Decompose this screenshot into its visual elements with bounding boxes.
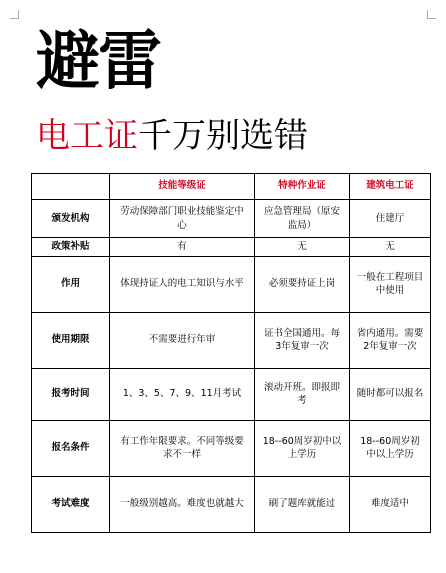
row-label: 报考时间 bbox=[32, 368, 110, 420]
row-label: 考试难度 bbox=[32, 476, 110, 532]
table-row bbox=[32, 200, 431, 238]
page-corner-mark-left bbox=[10, 10, 19, 19]
row-label: 政策补贴 bbox=[32, 238, 110, 257]
row-label: 报名条件 bbox=[32, 420, 110, 476]
header-cell-special-operation: 特种作业证 bbox=[255, 174, 350, 200]
table-cell: 一般级别越高。难度也就越大 bbox=[110, 476, 255, 532]
header-cell-skill-level: 技能等级证 bbox=[110, 174, 255, 200]
table-cell: 无 bbox=[255, 238, 350, 257]
table-cell: 刷了题库就能过 bbox=[255, 476, 350, 532]
table-row bbox=[32, 368, 431, 420]
table-cell: 18--60周岁初中以上学历 bbox=[350, 420, 431, 476]
table-cell: 有 bbox=[110, 238, 255, 257]
table-cell: 难度适中 bbox=[350, 476, 431, 532]
table-row bbox=[32, 420, 431, 476]
table-cell: 18--60周岁初中以上学历 bbox=[255, 420, 350, 476]
table-cell: 住建厅 bbox=[350, 200, 431, 238]
table-row bbox=[32, 312, 431, 368]
table-cell: 应急管理局（原安监局） bbox=[255, 200, 350, 238]
table-cell: 无 bbox=[350, 238, 431, 257]
table-cell: 滚动开班。即报即考 bbox=[255, 368, 350, 420]
table-cell: 随时都可以报名 bbox=[350, 368, 431, 420]
table-header-row bbox=[32, 174, 431, 200]
subtitle-highlight: 电工证 bbox=[36, 116, 138, 156]
table-row bbox=[32, 476, 431, 532]
page-corner-mark-right bbox=[427, 10, 436, 19]
table-cell: 必须要持证上岗 bbox=[255, 256, 350, 312]
row-label: 颁发机构 bbox=[32, 200, 110, 238]
table-cell: 省内通用。需要2年复审一次 bbox=[350, 312, 431, 368]
header-cell-empty bbox=[32, 174, 110, 200]
page-title: 避雷 bbox=[36, 24, 160, 99]
certificate-comparison-table bbox=[31, 173, 431, 533]
row-label: 使用期限 bbox=[32, 312, 110, 368]
table-cell: 证书全国通用。每3年复审一次 bbox=[255, 312, 350, 368]
row-label: 作用 bbox=[32, 256, 110, 312]
table-cell: 体现持证人的电工知识与水平 bbox=[110, 256, 255, 312]
table-row bbox=[32, 256, 431, 312]
header-cell-construction-electrician: 建筑电工证 bbox=[350, 174, 431, 200]
page-subtitle bbox=[36, 116, 308, 156]
subtitle-rest: 千万别选错 bbox=[138, 116, 308, 156]
table-cell: 一般在工程项目中使用 bbox=[350, 256, 431, 312]
table-cell: 1、3、5、7、9、11月考试 bbox=[110, 368, 255, 420]
table-cell: 不需要进行年审 bbox=[110, 312, 255, 368]
table-cell: 劳动保障部门职业技能鉴定中心 bbox=[110, 200, 255, 238]
table-cell: 有工作年限要求。不同等级要求不一样 bbox=[110, 420, 255, 476]
table-row bbox=[32, 238, 431, 257]
